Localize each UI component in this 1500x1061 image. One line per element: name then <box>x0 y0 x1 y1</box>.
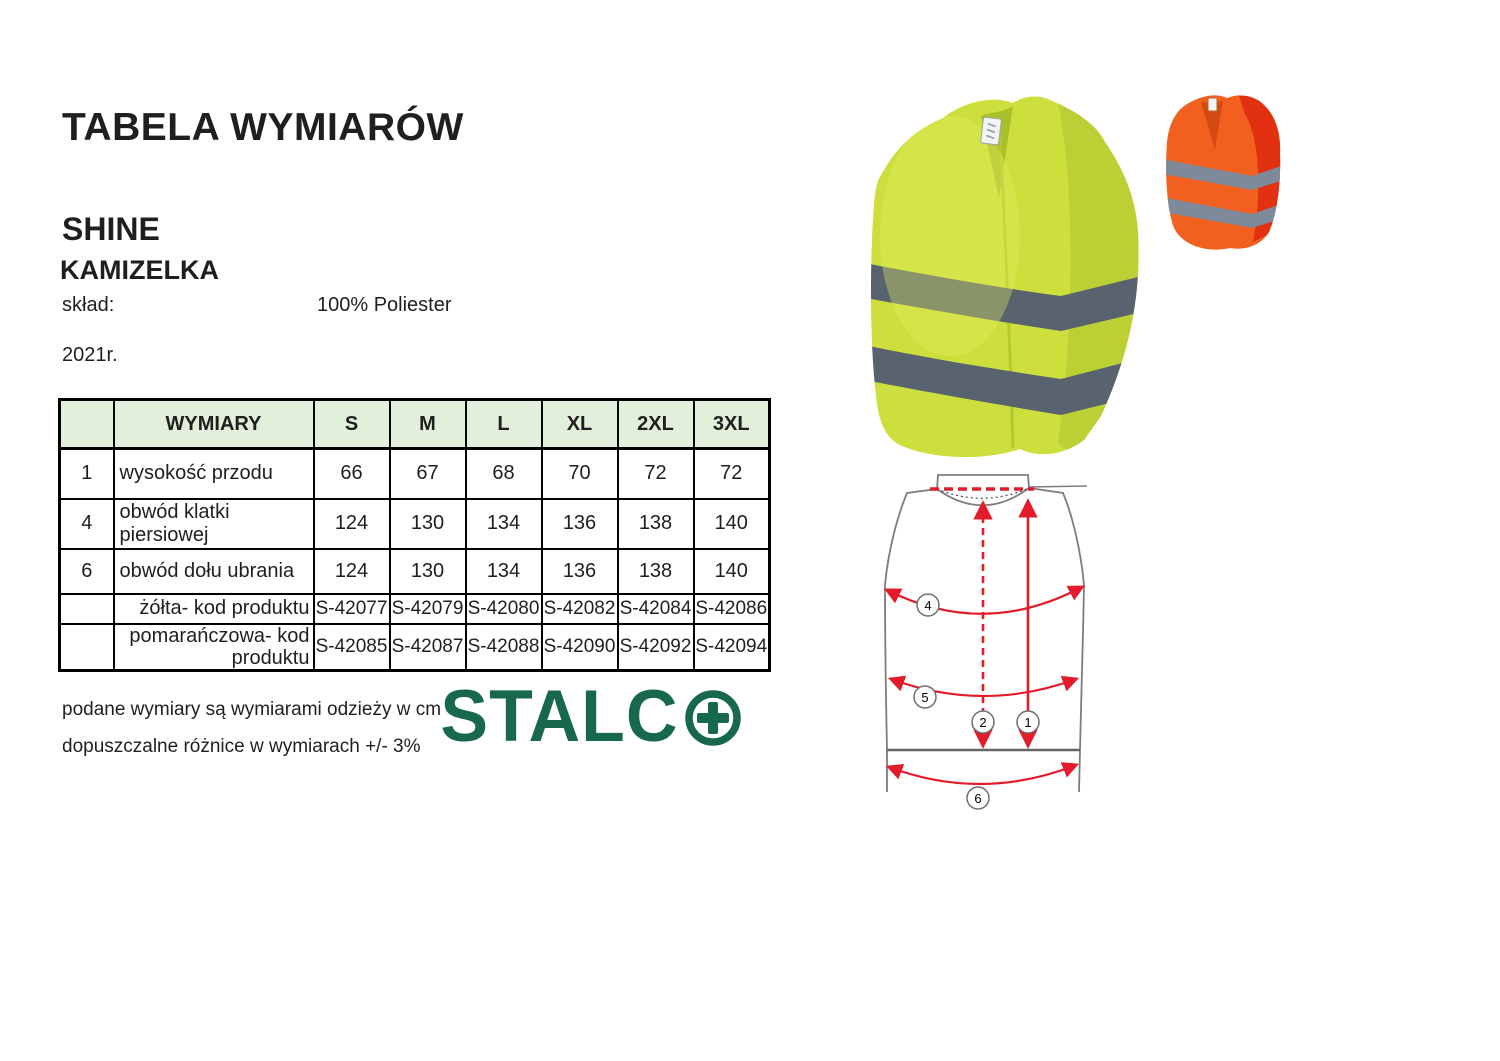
product-code: S-42084 <box>618 594 694 624</box>
product-code: S-42077 <box>314 594 390 624</box>
vest-outline <box>885 475 1087 792</box>
product-code: S-42087 <box>390 624 466 671</box>
callout-waist <box>914 686 936 708</box>
arrow-bottom <box>889 765 1076 784</box>
page-title: TABELA WYMIARÓW <box>62 106 464 149</box>
header-cell-size-l: L <box>466 400 542 449</box>
stalco-logo <box>438 676 742 757</box>
table-row-codes-yellow <box>60 594 770 624</box>
header-cell-size-m: M <box>390 400 466 449</box>
empty-cell <box>60 594 114 624</box>
product-type: KAMIZELKA <box>60 255 219 285</box>
row-number: 4 <box>60 499 114 549</box>
table-row <box>60 449 770 499</box>
product-code: S-42085 <box>314 624 390 671</box>
cell-value: 138 <box>618 499 694 549</box>
composition-label: skład: <box>62 294 115 316</box>
row-number: 6 <box>60 549 114 594</box>
callout-chest <box>917 594 939 616</box>
collar-tag <box>1208 98 1217 111</box>
cell-value: 124 <box>314 499 390 549</box>
row-number: 1 <box>60 449 114 499</box>
product-code: S-42092 <box>618 624 694 671</box>
cell-value: 134 <box>466 549 542 594</box>
row-label: obwód klatki piersiowej <box>114 499 314 549</box>
measurement-diagram <box>866 462 1091 822</box>
svg-text:4: 4 <box>924 598 932 613</box>
cell-value: 136 <box>542 499 618 549</box>
cell-value: 140 <box>694 549 770 594</box>
orange-vest-image <box>1157 92 1287 254</box>
composition-value: 100% Poliester <box>317 294 452 316</box>
cell-value: 72 <box>618 449 694 499</box>
header-cell-empty <box>60 400 114 449</box>
product-code: S-42086 <box>694 594 770 624</box>
measurement-arrows <box>887 489 1082 784</box>
row-label: pomarańczowa- kod produktu <box>114 624 314 671</box>
cell-value: 66 <box>314 449 390 499</box>
product-code: S-42088 <box>466 624 542 671</box>
note-dimensions-cm: podane wymiary są wymiarami odzieży w cm <box>62 699 442 720</box>
product-code: S-42082 <box>542 594 618 624</box>
circle-plus-icon <box>684 689 742 747</box>
cell-value: 68 <box>466 449 542 499</box>
header-cell-size-xl: XL <box>542 400 618 449</box>
header-cell-label: WYMIARY <box>114 400 314 449</box>
table-row <box>60 499 770 549</box>
cell-value: 130 <box>390 499 466 549</box>
callout-center-length <box>972 711 994 733</box>
row-label: żółta- kod produktu <box>114 594 314 624</box>
cell-value: 70 <box>542 449 618 499</box>
arrow-chest <box>887 587 1082 614</box>
product-code: S-42079 <box>390 594 466 624</box>
cell-value: 130 <box>390 549 466 594</box>
table-header-row <box>60 400 770 449</box>
note-tolerance: dopuszczalne różnice w wymiarach +/- 3% <box>62 736 421 757</box>
product-name: SHINE <box>62 211 160 247</box>
header-cell-size-2xl: 2XL <box>618 400 694 449</box>
diagram-callouts <box>914 594 1039 809</box>
table-row-codes-orange <box>60 624 770 671</box>
vest-highlight <box>880 116 1020 356</box>
callout-front-height <box>1017 711 1039 733</box>
product-code: S-42094 <box>694 624 770 671</box>
product-code: S-42090 <box>542 624 618 671</box>
cell-value: 138 <box>618 549 694 594</box>
row-label: obwód dołu ubrania <box>114 549 314 594</box>
year-label: 2021r. <box>62 344 118 366</box>
header-cell-size-s: S <box>314 400 390 449</box>
cell-value: 67 <box>390 449 466 499</box>
svg-text:5: 5 <box>921 690 929 705</box>
product-code: S-42080 <box>466 594 542 624</box>
callout-bottom <box>967 787 989 809</box>
cell-value: 140 <box>694 499 770 549</box>
empty-cell <box>60 624 114 671</box>
svg-text:2: 2 <box>979 715 987 730</box>
stalco-wordmark: STALC <box>440 676 679 757</box>
yellow-vest-image <box>860 86 1142 464</box>
svg-text:6: 6 <box>974 791 982 806</box>
table-row <box>60 549 770 594</box>
cell-value: 124 <box>314 549 390 594</box>
header-cell-size-3xl: 3XL <box>694 400 770 449</box>
row-label: wysokość przodu <box>114 449 314 499</box>
cell-value: 136 <box>542 549 618 594</box>
cell-value: 134 <box>466 499 542 549</box>
cell-value: 72 <box>694 449 770 499</box>
size-table <box>58 398 771 672</box>
svg-text:1: 1 <box>1024 715 1032 730</box>
